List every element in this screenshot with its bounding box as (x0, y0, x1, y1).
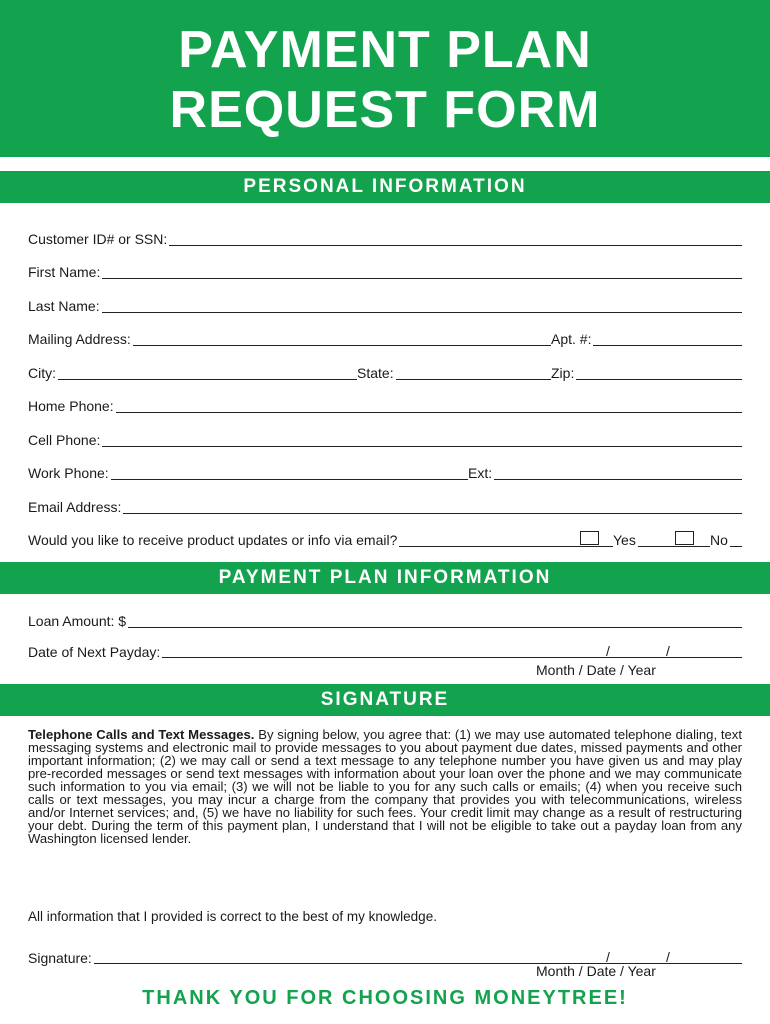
email-optin-yes-label: Yes (613, 532, 636, 548)
consent-body: By signing below, you agree that: (1) we may use automated telephone dialing, text messaging systems and electronic mail to provide messages to you about payment due dates, missed payments and other important information; (2) we may call or send a text message to any telephone number you have given us and may play pre-recorded messages or send text messages with information about your loan over the phone and we may communicate such information to you via email; (3) we will not be liable to you for any such calls or emails; (4) when you receive such calls or text messages, you may incur a charge from the company that provides you with telecommunications, wireless and/or Internet services; and, (5) we have no liability for such fees. Your credit limit may change as a result of restructuring your debt. During the term of this payment plan, I understand that I will not be eligible to take out a payday loan from any Washington licensed lender. (28, 727, 742, 846)
ext-label: Ext: (468, 465, 493, 481)
first-name-line[interactable] (28, 278, 742, 279)
signature-label: Signature: (28, 950, 92, 966)
email-label: Email Address: (28, 499, 122, 515)
email-optin-question: Would you like to receive product updates or info via email? (28, 532, 398, 548)
thank-you-footer: THANK YOU FOR CHOOSING MONEYTREE! (142, 987, 628, 1009)
section-header-personal: PERSONAL INFORMATION (0, 171, 770, 203)
date-slash: / (606, 643, 610, 659)
cell-phone-line[interactable] (28, 446, 742, 447)
work-phone-label: Work Phone: (28, 465, 109, 481)
cell-phone-label: Cell Phone: (28, 432, 101, 448)
apt-label: Apt. #: (551, 331, 592, 347)
loan-amount-line[interactable] (28, 627, 742, 628)
first-name-label: First Name: (28, 264, 101, 280)
work-phone-line[interactable] (28, 479, 742, 480)
loan-amount-label: Loan Amount: $ (28, 613, 127, 629)
consent-lead: Telephone Calls and Text Messages. (28, 727, 255, 742)
last-name-label: Last Name: (28, 298, 100, 314)
form-header (0, 0, 770, 157)
customer-id-label: Customer ID# or SSN: (28, 231, 168, 247)
zip-label: Zip: (551, 365, 575, 381)
state-label: State: (357, 365, 394, 381)
next-payday-label: Date of Next Payday: (28, 644, 161, 660)
date-slash: / (666, 949, 670, 965)
payday-date-caption: Month / Date / Year (536, 662, 656, 678)
mailing-address-label: Mailing Address: (28, 331, 131, 347)
section-header-signature: SIGNATURE (0, 684, 770, 716)
affirmation-text: All information that I provided is correct to the best of my knowledge. (28, 909, 437, 924)
signature-date-caption: Month / Date / Year (536, 963, 656, 979)
home-phone-line[interactable] (28, 412, 742, 413)
consent-paragraph (28, 728, 742, 845)
form-title-line2: REQUEST FORM (169, 81, 601, 139)
city-label: City: (28, 365, 56, 381)
mailing-address-line[interactable] (28, 345, 742, 346)
email-optin-no-checkbox[interactable] (675, 531, 694, 545)
email-optin-yes-checkbox[interactable] (580, 531, 599, 545)
form-title-line1: PAYMENT PLAN (178, 21, 592, 79)
home-phone-label: Home Phone: (28, 398, 114, 414)
last-name-line[interactable] (28, 312, 742, 313)
email-optin-no-label: No (710, 532, 728, 548)
section-header-payment: PAYMENT PLAN INFORMATION (0, 562, 770, 594)
date-slash: / (666, 643, 670, 659)
date-slash: / (606, 949, 610, 965)
email-line[interactable] (28, 513, 742, 514)
